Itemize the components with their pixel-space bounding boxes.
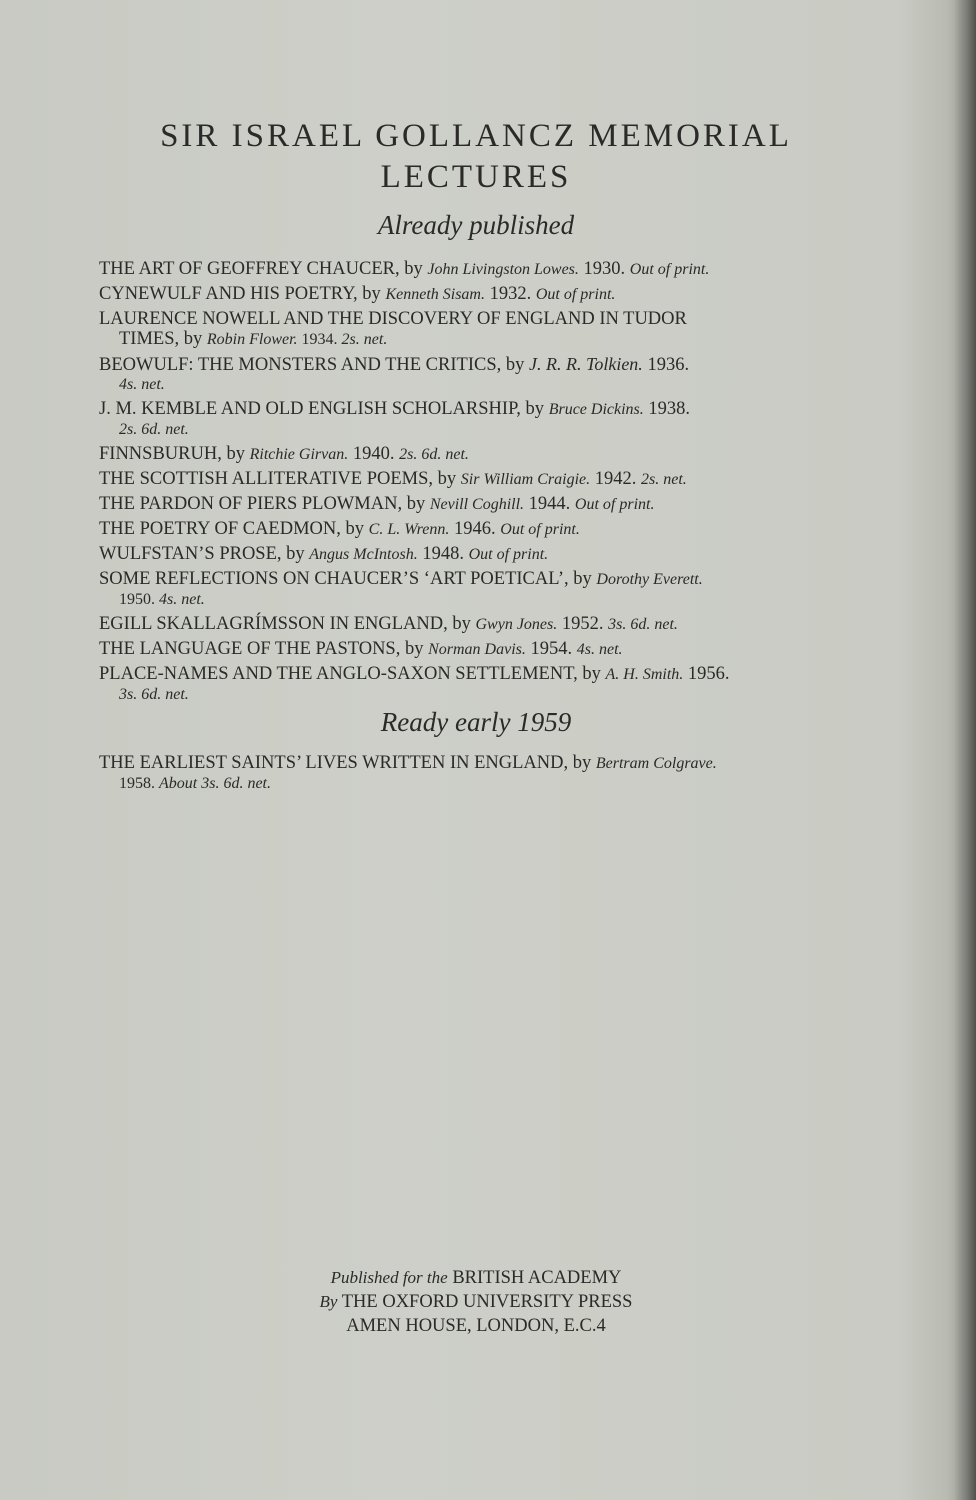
entry-year: 1956. (683, 664, 730, 684)
entry-price: 4s. net. (576, 641, 623, 658)
entry-title: BEOWULF: THE MONSTERS AND THE CRITICS, by (99, 355, 529, 375)
entry-author: John Livingston Lowes. (427, 261, 579, 278)
entry-year: 1946. (449, 519, 501, 539)
entry-year: 1930. (578, 259, 630, 279)
entry-title: THE ART OF GEOFFREY CHAUCER, by (99, 259, 428, 279)
list-item (99, 494, 849, 515)
entry-title: THE POETRY OF CAEDMON, by (99, 519, 369, 539)
entry-author: A. H. Smith. (605, 666, 684, 683)
entry-price: Out of print. (629, 261, 710, 278)
list-item (99, 664, 849, 705)
entry-year: 1948. (417, 544, 469, 564)
list-item (99, 753, 849, 794)
entry-author: C. L. Wrenn. (368, 521, 450, 538)
list-item (99, 544, 849, 565)
entry-author: Dorothy Everett. (596, 571, 703, 588)
entry-year: 1932. (484, 284, 536, 304)
entry-year: 1952. (557, 614, 609, 634)
entry-author: Nevill Coghill. (429, 496, 525, 513)
entry-price: 4s. net. (119, 376, 165, 393)
entry-title: J. M. KEMBLE AND OLD ENGLISH SCHOLARSHIP, by (99, 399, 549, 419)
publisher-line3: AMEN HOUSE, LONDON, E.C.4 (346, 1316, 606, 1336)
publisher-line1-italic: Published for the (330, 1268, 448, 1287)
entry-price: Out of print. (468, 546, 549, 563)
entry-title: LAURENCE NOWELL AND THE DISCOVERY OF ENGLAND IN TUDOR (99, 309, 687, 329)
entry-author: Robin Flower. (206, 331, 298, 348)
entry-continuation (99, 329, 849, 350)
entry-title: FINNSBURUH, by (99, 444, 250, 464)
entry-author: Ritchie Girvan. (249, 446, 349, 463)
list-item (99, 444, 849, 465)
entry-price: Out of print. (574, 496, 655, 513)
entry-title: THE LANGUAGE OF THE PASTONS, by (99, 639, 429, 659)
list-item (99, 284, 849, 305)
entry-year: 1954. (525, 639, 577, 659)
entry-title: THE SCOTTISH ALLITERATIVE POEMS, by (99, 469, 461, 489)
title-line-1: SIR ISRAEL GOLLANCZ MEMORIAL (160, 118, 792, 154)
entry-year: 1942. (590, 469, 641, 489)
entry-price: 2s. net. (341, 331, 388, 348)
entry-price: 3s. 6d. net. (608, 616, 678, 633)
entry-year: 1950. (119, 591, 159, 608)
list-item (99, 569, 849, 610)
entry-price: Out of print. (535, 286, 616, 303)
entry-price: 3s. 6d. net. (119, 686, 189, 703)
page-edge-shadow (954, 0, 976, 1500)
list-item (99, 354, 849, 395)
ready-list (99, 753, 849, 798)
entry-author: J. R. R. Tolkien. (528, 354, 643, 374)
entry-title: THE PARDON OF PIERS PLOWMAN, by (99, 494, 430, 514)
entry-price: 2s. 6d. net. (119, 421, 189, 438)
entry-price: 2s. net. (641, 471, 687, 488)
entry-year: 1938. (643, 399, 691, 419)
entry-title: PLACE-NAMES AND THE ANGLO-SAXON SETTLEMENT, by (99, 664, 606, 684)
entry-title-cont: TIMES, by (119, 329, 207, 349)
entry-author: Angus McIntosh. (309, 546, 418, 563)
entry-author: Kenneth Sisam. (385, 286, 485, 303)
already-published-heading: Already published (377, 210, 575, 240)
title-line-2: LECTURES (380, 159, 572, 195)
entry-title: THE EARLIEST SAINTS’ LIVES WRITTEN IN ENGLAND, by (99, 753, 596, 773)
published-list (99, 259, 849, 709)
entry-price: 2s. 6d. net. (399, 446, 469, 463)
publisher-line1: BRITISH ACADEMY (447, 1268, 622, 1288)
entry-title: WULFSTAN’S PROSE, by (99, 544, 310, 564)
entry-author: Gwyn Jones. (475, 616, 558, 633)
list-item (99, 309, 849, 350)
entry-title: CYNEWULF AND HIS POETRY, by (99, 284, 386, 304)
entry-year: 1936. (642, 355, 690, 375)
list-item (99, 259, 849, 280)
list-item (99, 639, 849, 660)
entry-year: 1944. (524, 494, 575, 514)
list-item (99, 519, 849, 540)
list-item (99, 399, 849, 440)
entry-year: 1940. (348, 444, 400, 464)
list-item (99, 469, 849, 490)
publisher-imprint (0, 1266, 952, 1338)
ready-heading: Ready early 1959 (380, 707, 572, 737)
entry-year: 1934. (297, 331, 342, 348)
publisher-line2-italic: By (319, 1292, 338, 1311)
entry-title: EGILL SKALLAGRÍMSSON IN ENGLAND, by (99, 614, 476, 634)
entry-price: 4s. net. (159, 591, 205, 608)
entry-author: Bruce Dickins. (548, 401, 644, 418)
list-item (99, 614, 849, 635)
entry-author: Sir William Craigie. (460, 471, 591, 488)
entry-title: SOME REFLECTIONS ON CHAUCER’S ‘ART POETICAL’, by (99, 569, 597, 589)
entry-year: 1958. (119, 775, 159, 792)
entry-price: About 3s. 6d. net. (159, 775, 271, 792)
entry-author: Bertram Colgrave. (595, 755, 717, 772)
entry-price: Out of print. (500, 521, 580, 538)
entry-author: Norman Davis. (428, 641, 526, 658)
publisher-line2: THE OXFORD UNIVERSITY PRESS (337, 1292, 633, 1312)
